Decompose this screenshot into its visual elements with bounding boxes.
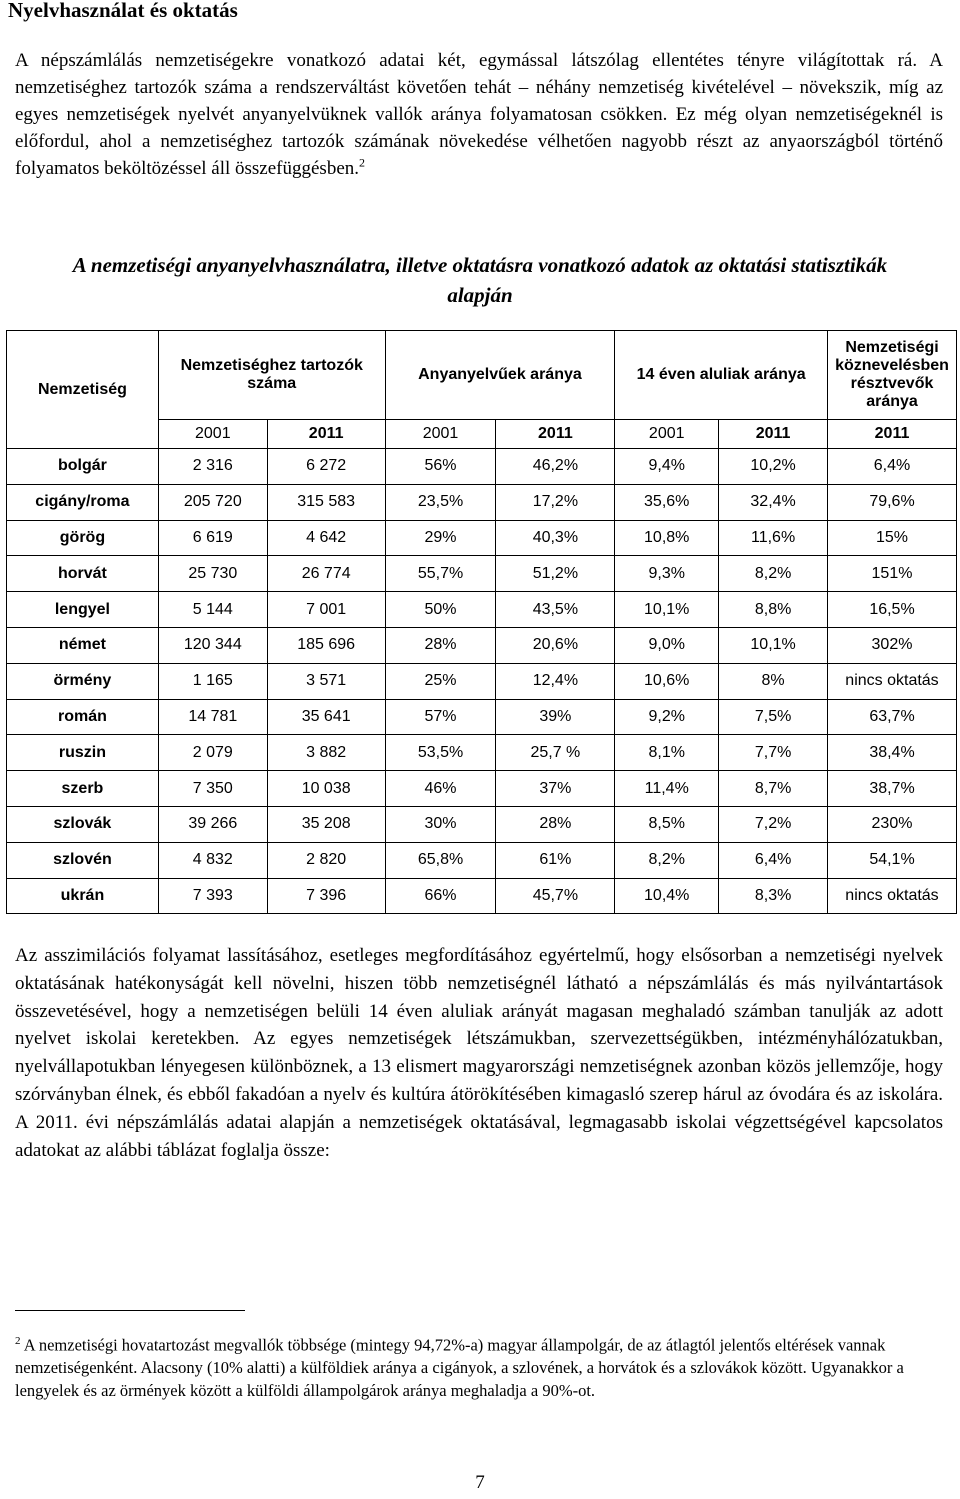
value-cell: 4 642 — [267, 520, 385, 556]
value-cell: 9,4% — [615, 449, 719, 485]
value-cell: 10 038 — [267, 771, 385, 807]
value-cell: 57% — [385, 699, 496, 735]
table-row — [7, 627, 957, 663]
value-cell: 3 882 — [267, 735, 385, 771]
value-cell: 3 571 — [267, 663, 385, 699]
value-cell: 79,6% — [828, 484, 957, 520]
value-cell: 14 781 — [158, 699, 267, 735]
year-cell: 2011 — [719, 420, 828, 449]
value-cell: 8,1% — [615, 735, 719, 771]
table-row — [7, 771, 957, 807]
header-under-14: 14 éven aluliak aránya — [615, 331, 828, 420]
value-cell: 53,5% — [385, 735, 496, 771]
table-body — [7, 449, 957, 914]
year-cell: 2001 — [385, 420, 496, 449]
value-cell: 120 344 — [158, 627, 267, 663]
value-cell: 61% — [496, 842, 615, 878]
value-cell: 65,8% — [385, 842, 496, 878]
value-cell: 16,5% — [828, 592, 957, 628]
table-row — [7, 878, 957, 914]
value-cell: 10,2% — [719, 449, 828, 485]
value-cell: 45,7% — [496, 878, 615, 914]
nationality-cell: horvát — [7, 556, 159, 592]
value-cell: 185 696 — [267, 627, 385, 663]
value-cell: 315 583 — [267, 484, 385, 520]
value-cell: 30% — [385, 806, 496, 842]
value-cell: nincs oktatás — [828, 663, 957, 699]
value-cell: 4 832 — [158, 842, 267, 878]
value-cell: 8,7% — [719, 771, 828, 807]
value-cell: 38,4% — [828, 735, 957, 771]
nationality-cell: ukrán — [7, 878, 159, 914]
table-row — [7, 699, 957, 735]
value-cell: 17,2% — [496, 484, 615, 520]
nationality-cell: szlovén — [7, 842, 159, 878]
value-cell: 37% — [496, 771, 615, 807]
value-cell: 25,7 % — [496, 735, 615, 771]
nationality-cell: lengyel — [7, 592, 159, 628]
footnote-number: 2 — [15, 1335, 21, 1347]
nationality-cell: német — [7, 627, 159, 663]
nationality-cell: román — [7, 699, 159, 735]
page-number: 7 — [475, 1472, 485, 1493]
value-cell: 2 079 — [158, 735, 267, 771]
value-cell: 66% — [385, 878, 496, 914]
value-cell: 302% — [828, 627, 957, 663]
table-row — [7, 735, 957, 771]
year-cell: 2001 — [615, 420, 719, 449]
value-cell: 11,6% — [719, 520, 828, 556]
value-cell: 8,5% — [615, 806, 719, 842]
value-cell: 23,5% — [385, 484, 496, 520]
table-row — [7, 520, 957, 556]
value-cell: 32,4% — [719, 484, 828, 520]
nationality-cell: ruszin — [7, 735, 159, 771]
table-row — [7, 806, 957, 842]
table-row — [7, 663, 957, 699]
header-education-share: Nemzetiségi köznevelésben résztvevők aránya — [828, 331, 957, 420]
value-cell: 7 001 — [267, 592, 385, 628]
year-cell: 2011 — [267, 420, 385, 449]
nationality-cell: szerb — [7, 771, 159, 807]
value-cell: 54,1% — [828, 842, 957, 878]
value-cell: 151% — [828, 556, 957, 592]
value-cell: 8,2% — [719, 556, 828, 592]
table-header-row — [7, 331, 957, 420]
footnote-reference[interactable]: 2 — [359, 155, 366, 170]
table-row — [7, 449, 957, 485]
intro-paragraph — [15, 47, 943, 182]
value-cell: 38,7% — [828, 771, 957, 807]
value-cell: 9,0% — [615, 627, 719, 663]
value-cell: 39 266 — [158, 806, 267, 842]
value-cell: 2 316 — [158, 449, 267, 485]
value-cell: 20,6% — [496, 627, 615, 663]
header-population: Nemzetiséghez tartozók száma — [158, 331, 385, 420]
value-cell: 10,4% — [615, 878, 719, 914]
value-cell: 26 774 — [267, 556, 385, 592]
nationality-cell: bolgár — [7, 449, 159, 485]
value-cell: 10,1% — [615, 592, 719, 628]
nationality-cell: szlovák — [7, 806, 159, 842]
value-cell: 5 144 — [158, 592, 267, 628]
value-cell: 46% — [385, 771, 496, 807]
value-cell: 39% — [496, 699, 615, 735]
value-cell: 8% — [719, 663, 828, 699]
value-cell: 25% — [385, 663, 496, 699]
value-cell: 1 165 — [158, 663, 267, 699]
value-cell: 56% — [385, 449, 496, 485]
value-cell: 46,2% — [496, 449, 615, 485]
table-row — [7, 592, 957, 628]
value-cell: 11,4% — [615, 771, 719, 807]
value-cell: 35,6% — [615, 484, 719, 520]
value-cell: 10,1% — [719, 627, 828, 663]
footnote — [15, 1330, 945, 1402]
value-cell: 8,2% — [615, 842, 719, 878]
value-cell: 63,7% — [828, 699, 957, 735]
table-row — [7, 556, 957, 592]
value-cell: 7 350 — [158, 771, 267, 807]
section-heading: Nyelvhasználat és oktatás — [8, 0, 238, 22]
header-nationality: Nemzetiség — [7, 331, 159, 449]
footnote-text: A nemzetiségi hovatartozást megvallók többsége (mintegy 94,72%-a) magyar állampolgár, de az átlagtól jelentős eltérések vannak nemzetiségenként. Alacsony (10% alatti) a külföldiek aránya a cigányok, a szlovének, a horvátok és a szlovákok között. Ugyanakkor a lengyelek és az örmények között a külföldi állampolgárok aránya meghaladja a 90%-ot. — [15, 1335, 904, 1400]
value-cell: 28% — [496, 806, 615, 842]
value-cell: 29% — [385, 520, 496, 556]
table-row — [7, 484, 957, 520]
value-cell: 6 272 — [267, 449, 385, 485]
value-cell: 10,6% — [615, 663, 719, 699]
value-cell: 2 820 — [267, 842, 385, 878]
value-cell: 25 730 — [158, 556, 267, 592]
value-cell: 35 641 — [267, 699, 385, 735]
value-cell: 12,4% — [496, 663, 615, 699]
intro-text: A népszámlálás nemzetiségekre vonatkozó adatai két, egymással látszólag ellentétes tényre világítottak rá. A nemzetiséghez tartozók száma a rendszerváltást követően tehát – néhány nemzetiség kivételével – növekszik, míg az egyes nemzetiségek nyelvét anyanyelvüknek vallók aránya folyamatosan csökken. Ez még olyan nemzetiségeknél is előfordul, ahol a nemzetiséghez tartozók számának növekedése vélhetően nagyobb részt az anyaországból történő folyamatos beköltözéssel áll összefüggésben. — [15, 50, 943, 179]
value-cell: 28% — [385, 627, 496, 663]
nationality-cell: cigány/roma — [7, 484, 159, 520]
value-cell: 9,2% — [615, 699, 719, 735]
value-cell: 205 720 — [158, 484, 267, 520]
nationality-cell: örmény — [7, 663, 159, 699]
value-cell: nincs oktatás — [828, 878, 957, 914]
year-cell: 2011 — [496, 420, 615, 449]
value-cell: 9,3% — [615, 556, 719, 592]
value-cell: 55,7% — [385, 556, 496, 592]
value-cell: 6,4% — [719, 842, 828, 878]
value-cell: 7,7% — [719, 735, 828, 771]
nationality-cell: görög — [7, 520, 159, 556]
footnote-separator — [15, 1310, 245, 1311]
value-cell: 8,3% — [719, 878, 828, 914]
value-cell: 8,8% — [719, 592, 828, 628]
header-native-speakers: Anyanyelvűek aránya — [385, 331, 615, 420]
value-cell: 10,8% — [615, 520, 719, 556]
value-cell: 7 396 — [267, 878, 385, 914]
value-cell: 15% — [828, 520, 957, 556]
value-cell: 43,5% — [496, 592, 615, 628]
value-cell: 7,2% — [719, 806, 828, 842]
value-cell: 50% — [385, 592, 496, 628]
table-row — [7, 842, 957, 878]
value-cell: 230% — [828, 806, 957, 842]
value-cell: 51,2% — [496, 556, 615, 592]
value-cell: 40,3% — [496, 520, 615, 556]
body-paragraph: Az asszimilációs folyamat lassításához, esetleges megfordításához egyértelmű, hogy elsősorban a nemzetiségi nyelvek oktatásának hatékonyságát kell növelni, hiszen több nemzetiségnél látható a népszámlálás és más nyilvántartások összevetésével, hogy a nemzetiségen belüli 14 éven aluliak arányát magasan meghaladó számban tanulják az adott nyelvet iskolai keretekben. Az egyes nemzetiségek létszámukban, szervezettségükben, intézményhálózatukban, nyelvállapotukban lényegesen különböznek, a 13 elismert magyarországi nemzetiségnek azonban közös jellemzője, hogy szórványban élnek, és ebből fakadóan a nyelv és kultúra átörökítésében kimagasló szerep hárul az óvodára és az iskolára. A 2011. évi népszámlálás adatai alapján a nemzetiségek oktatásával, legmagasabb iskolai végzettségével kapcsolatos adatokat az alábbi táblázat foglalja össze: — [15, 945, 943, 1161]
year-cell: 2001 — [158, 420, 267, 449]
value-cell: 7 393 — [158, 878, 267, 914]
year-cell: 2011 — [828, 420, 957, 449]
nationality-data-table — [6, 330, 957, 914]
value-cell: 6 619 — [158, 520, 267, 556]
value-cell: 7,5% — [719, 699, 828, 735]
value-cell: 35 208 — [267, 806, 385, 842]
table-caption: A nemzetiségi anyanyelvhasználatra, illetve oktatásra vonatkozó adatok az oktatási statisztikák alapján — [72, 253, 888, 307]
value-cell: 6,4% — [828, 449, 957, 485]
